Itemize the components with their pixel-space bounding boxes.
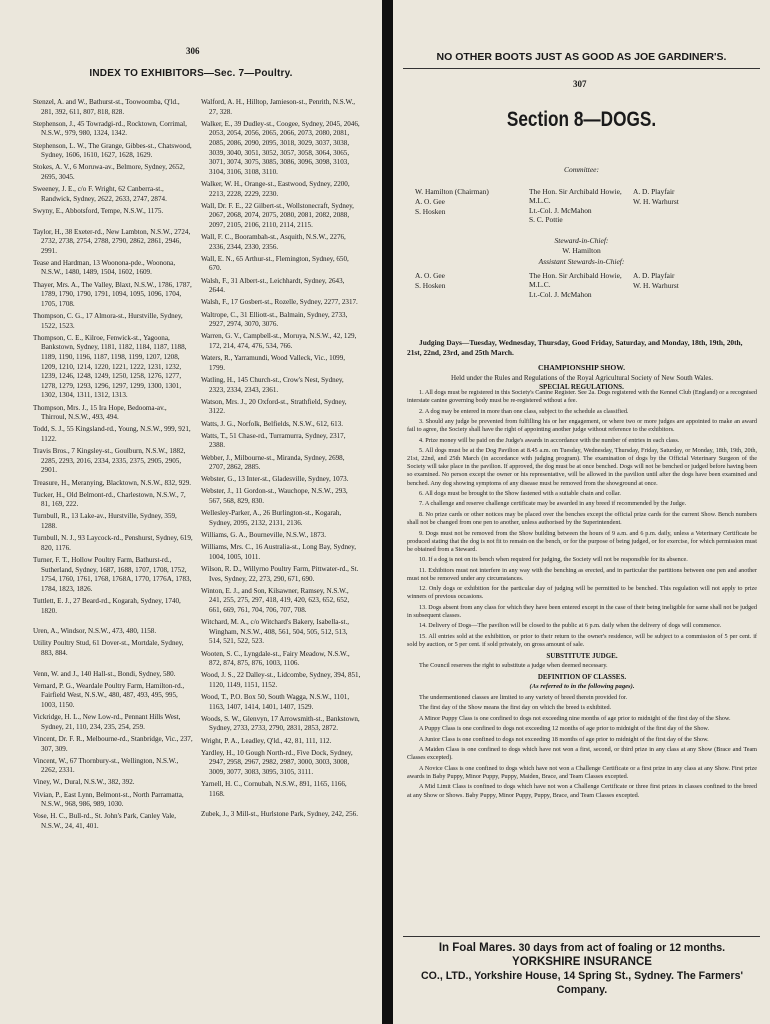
index-entry: Todd, S. J., 55 Kingsland-rd., Young, N.S.W., 999, 921, 1122. bbox=[33, 425, 191, 443]
ad-days: 30 days from act of foaling or 12 months. bbox=[518, 942, 726, 954]
committee-member: W. H. Warhurst bbox=[633, 197, 679, 207]
index-entry: Stephenson, L. W., The Grange, Gibbes-st., Chatswood, Sydney, 1606, 1610, 1627, 1628, 1629. bbox=[33, 141, 192, 160]
index-entry: Vincent, Dr. F. R., Melbourne-rd., Stanbridge, Vic., 237, 307, 309. bbox=[33, 734, 193, 753]
index-entry: Wall, E. N., 65 Arthur-st., Flemington, Sydney, 650, 670. bbox=[201, 254, 349, 273]
index-entry: Watts, T., 51 Chase-rd., Turramurra, Sydney, 2317, 2388. bbox=[201, 431, 346, 450]
regulations-body bbox=[407, 389, 757, 802]
index-entry: Webster, G., 13 Inter-st., Gladesville, Sydney, 1073. bbox=[201, 475, 349, 484]
regulation-item: 14. Delivery of Dogs—The pavilion will be closed to the public at 6 p.m. daily when the delivery of dogs will commence. bbox=[419, 622, 722, 630]
index-entry: Wall, F. C., Boorambah-st., Asquith, N.S.W., 2276, 2336, 2344, 2330, 2356. bbox=[201, 233, 346, 251]
championship-heading: CHAMPIONSHIP SHOW. bbox=[537, 363, 626, 372]
index-entry: Yardley, H., 10 Gough North-rd., Five Dock, Sydney, 2947, 2958, 2967, 2982, 2987, 3000, 3003, 3008, 3009, 3077, 3083, 3095, 3105, 3111. bbox=[201, 748, 353, 777]
index-entry: Tease and Hardman, 13 Woonona-pde., Woonona, N.S.W., 1480, 1489, 1504, 1602, 1609. bbox=[33, 258, 176, 277]
steward-member: S. Hosken bbox=[415, 281, 446, 291]
index-entry: Travis Bros., 7 Kingsley-st., Goulburn, N.S.W., 1882, 2285, 2293, 2016, 2334, 2335, 2375, 2905, 2905, 2901. bbox=[33, 447, 186, 475]
index-entry: Tuttlett, E. J., 27 Beard-rd., Kogarah, Sydney, 1740, 1820. bbox=[33, 597, 181, 615]
index-entry: Thompson, C. E., Kilroe, Fenwick-st., Yagoona, Bankstown, Sydney, 1181, 1182, 1184, 1187, 1188, 1189, 1190, 1196, 1187, 1198, 1199, 1207, 1208, 1209, 1210, 1214, 1220, 1221, 1222, 1231, 1232, 1239, 1246, 1248, 1249, 1250, 1258, 1276, 1277, 1278, 1279, 1293, 1296, 1297, 1299, 1300, 1301, 1302, 1304, 1311, 1312, 1313. bbox=[33, 333, 187, 400]
class-definition: A Minor Puppy Class is one confined to dogs not exceeding nine months of age prior to midnight of the first day of the Show. bbox=[419, 714, 731, 722]
ad-rule bbox=[403, 936, 760, 937]
committee-member: W. Hamilton (Chairman) bbox=[415, 187, 489, 196]
committee-member: Lt.-Col. J. McMahon bbox=[529, 205, 592, 215]
index-entry: Wooten, S. C., Lyngdale-st., Fairy Meadow, N.S.W., 872, 874, 875, 876, 1003, 1106. bbox=[201, 649, 350, 668]
index-entry: Watts, J. G., Norfolk, Belfields, N.S.W., 612, 613. bbox=[201, 419, 344, 428]
committee-left bbox=[415, 187, 489, 218]
index-entry: Webber, J., Milbourne-st., Miranda, Sydney, 2698, 2707, 2862, 2885. bbox=[201, 453, 345, 472]
index-entry: Walker, E., 39 Dudley-st., Coogee, Sydney, 2045, 2046, 2053, 2054, 2056, 2065, 2066, 2073, 2080, 2081, 2085, 2086, 2090, 2095, 3018, 3029, 3037, 3038, 3039, 3040, 3051, 3052, 3057, 3058, 3064, 3065, 3071, 3074, 3075, 3085, 3086, 3096, 3098, 3103, 3104, 3106, 3108, 3110. bbox=[201, 119, 360, 176]
index-entry: Vincent, W., 67 Thornbury-st., Wellington, N.S.W., 2262, 2331. bbox=[33, 756, 179, 775]
class-definition: A Maiden Class is one confined to dogs which have not won a first, second, or third prize in any class at any Show (Brace and Team Classes excepted). bbox=[407, 746, 757, 762]
regulation-item: 5. All dogs must be at the Dog Pavilion at 8.45 a.m. on Tuesday, Wednesday, Thursday, Friday, Saturday, or Monday, 18th, 19th, 20th, 21st, 22nd, and 25th March (in accordance with judging program). The examination of dogs by the Official Veterinary Surgeon of the Society will take place in the pavilion. If approved, the dog must be at once benched. Dogs will not be benched or judged before having been so examined. No person except the owner or his representative, will be allowed in the pavilion until after the dogs have been examined and benched. Any dog showing symptoms of any disease must be removed from the showground at once. bbox=[407, 447, 757, 487]
left-page bbox=[0, 0, 382, 1024]
special-regulations-heading: SPECIAL REGULATIONS. bbox=[539, 383, 624, 391]
right-page bbox=[393, 0, 770, 1024]
class-definition: The undermentioned classes are limited to any variety of breed therein provided for. bbox=[419, 693, 628, 701]
index-entry: Thayer, Mrs. A., The Valley, Blaxt, N.S.W., 1786, 1787, 1789, 1790, 1790, 1791, 1094, 1095, 1096, 1704, 1705, 1708. bbox=[33, 280, 192, 308]
index-entry: Turnbull, R., 13 Lake-av., Hurstville, Sydney, 359, 1288. bbox=[33, 512, 177, 531]
committee-member: A. O. Gee bbox=[415, 197, 445, 207]
ad-company: YORKSHIRE INSURANCE bbox=[512, 956, 652, 968]
index-entry: Watson, Mrs. J., 20 Oxford-st., Strathfield, Sydney, 3122. bbox=[201, 397, 347, 416]
index-entry: Walsh, F., 31 Albert-st., Leichhardt, Sydney, 2643, 2644. bbox=[201, 276, 345, 295]
steward-member: The Hon. Sir Archibald Howie, M.L.C. bbox=[529, 271, 622, 290]
index-entry: Vose, H. C., Bull-rd., St. John's Park, Canley Vale, N.S.W., 24, 41, 401. bbox=[33, 812, 177, 831]
class-definition: A Puppy Class is one confined to dogs not exceeding 12 months of age prior to midnight of the first day of the Show. bbox=[419, 725, 710, 733]
held-under: Held under the Rules and Regulations of the Royal Agricultural Society of New South Wales. bbox=[451, 374, 713, 382]
regulation-item: 15. All entries sold at the exhibition, or prior to their return to the owner's residence, will be subject to a commission of 5 per cent. if sold by auction, or 5 per cent. if sold privately, on gross amount of sale. bbox=[407, 632, 757, 648]
index-entry: Stephenson, J., 45 Towradgi-rd., Rocktown, Corrimal, N.S.W., 979, 980, 1324, 1342. bbox=[33, 119, 187, 138]
index-entry: Venn, W. and J., 140 Hall-st., Bondi, Sydney, 580. bbox=[33, 669, 176, 678]
regulation-item: 10. If a dog is not on its bench when required for judging, the Society will not be responsible for its absence. bbox=[419, 556, 688, 564]
index-entry: Taylor, H., 38 Exeter-rd., New Lambton, N.S.W., 2724, 2732, 2738, 2754, 2788, 2790, 2862, 2861, 2946, 2991. bbox=[33, 227, 191, 255]
index-entry: Walker, W. H., Orange-st., Eastwood, Sydney, 2200, 2213, 2228, 2229, 2230. bbox=[201, 179, 350, 198]
index-entry: Vivian, P., East Lynn, Belmont-st., North Parramatta, N.S.W., 968, 986, 989, 1030. bbox=[33, 790, 184, 809]
index-column-1 bbox=[33, 98, 193, 834]
index-entry: Williams, Mrs. C., 16 Australia-st., Long Bay, Sydney, 1004, 1005, 1011. bbox=[201, 543, 357, 561]
index-entry: Witchard, M. A., c/o Witchard's Bakery, Isabella-st., Wingham, N.S.W., 408, 561, 504, 505, 512, 513, 514, 521, 522, 523. bbox=[201, 618, 350, 646]
index-entry: Stokes, A. V., 6 Moruwa-av., Belmore, Sydney, 2652, 2695, 3045. bbox=[33, 163, 185, 181]
regulation-item: 6. All dogs must be brought to the Show fastened with a suitable chain and collar. bbox=[419, 489, 621, 497]
index-entry: Wilson, R. D., Willyrno Poultry Farm, Pittwater-rd., St. Ives, Sydney, 22, 273, 290, 671, 690. bbox=[201, 565, 359, 583]
index-entry: Zubek, J., 3 Mill-st., Hurlstone Park, Sydney, 242, 256. bbox=[201, 810, 358, 819]
steward-member: A. O. Gee bbox=[415, 271, 445, 280]
definition-heading: DEFINITION OF CLASSES. bbox=[537, 673, 627, 682]
assistant-right bbox=[633, 271, 679, 291]
assistant-stewards-label: Assistant Stewards-in-Chief: bbox=[538, 257, 625, 266]
committee-member: A. D. Playfair bbox=[633, 187, 675, 196]
regulation-item: 1. All dogs must be registered in this Society's Canine Register. See 2a. Dogs registered with the Kennel Club (England) or a recognised interstate canine governing body must be re-registered without a fee. bbox=[407, 389, 757, 405]
committee-member: The Hon. Sir Archibald Howie, M.L.C. bbox=[529, 187, 622, 206]
index-entry: Wellesley-Parker, A., 26 Burlington-st., Kogarah, Sydney, 2095, 2132, 2131, 2136. bbox=[201, 509, 342, 527]
index-entry: Thompson, Mrs. J., 15 Ira Hope, Bedooma-av., Thirroul, N.S.W., 493, 494. bbox=[33, 403, 167, 422]
index-entry: Uren, A., Windsor, N.S.W., 473, 480, 1158. bbox=[33, 627, 157, 636]
index-entry: Tucker, H., Old Belmont-rd., Charlestown, N.S.W., 7, 81, 169, 222. bbox=[33, 490, 186, 509]
index-entry: Treasure, H., Meranying, Blacktown, N.S.W., 832, 929. bbox=[33, 478, 192, 487]
index-entry: Stenzel, A. and W., Bathurst-st., Toowoomba, Q'ld., 281, 392, 611, 807, 818, 828. bbox=[33, 98, 180, 116]
steward-member: Lt.-Col. J. McMahon bbox=[529, 289, 592, 299]
header-rule bbox=[403, 68, 760, 69]
definition-reference: (As referred to in the following pages). bbox=[529, 683, 635, 691]
index-entry: Webster, J., 11 Gordon-st., Wauchope, N.S.W., 293, 567, 568, 829, 830. bbox=[201, 487, 348, 506]
left-page-number: 306 bbox=[186, 46, 200, 56]
index-entry: Warren, G. V., Campbell-st., Moruya, N.S.W., 42, 129, 172, 214, 474, 476, 534, 766. bbox=[201, 332, 357, 350]
index-entry: Wood, T., P.O. Box 50, South Wagga, N.S.W., 1101, 1163, 1407, 1414, 1401, 1407, 1529. bbox=[201, 693, 350, 711]
committee-label: Committee: bbox=[564, 165, 599, 174]
regulation-item: 12. Only dogs or exhibition for the particular day of judging will be permitted to be benched. This regulation will not apply to prize winners of previous occasions. bbox=[407, 585, 757, 601]
ad-address: CO., LTD., Yorkshire House, 14 Spring St., Sydney. The Farmers' Company. bbox=[421, 970, 743, 996]
regulation-item: 2. A dog may be entered in more than one class, subject to the schedule as classified. bbox=[419, 407, 629, 415]
committee-mid bbox=[529, 187, 631, 225]
advert-header: NO OTHER BOOTS JUST AS GOOD AS JOE GARDINER'S. bbox=[436, 51, 727, 63]
index-entry: Winton, E. J., and Son, Kilsawner, Ramsey, N.S.W., 241, 255, 275, 297, 418, 419, 420, 623, 652, 652, 661, 669, 761, 704, 706, 707, 708. bbox=[201, 586, 350, 614]
assistant-mid bbox=[529, 271, 631, 299]
index-entry: Turnbull, N. J., 93 Laycock-rd., Penshurst, Sydney, 619, 820, 1176. bbox=[33, 534, 193, 552]
committee-right bbox=[633, 187, 679, 207]
class-definition: A Novice Class is one confined to dogs which have not won a Challenge Certificate or a first prize in any class at any Show. First prize awards in Baby Puppy, Minor Puppy, Puppy, Maiden, Brace, and Team Classes excepted. bbox=[407, 764, 757, 780]
index-entry: Sweeney, J. E., c/o F. Wright, 62 Canberra-st., Randwick, Sydney, 2622, 2633, 2747, 2874. bbox=[33, 185, 167, 203]
committee-member: S. C. Pottie bbox=[529, 215, 563, 225]
index-entry: Wood, J. S., 22 Dalley-st., Lidcombe, Sydney, 394, 851, 1120, 1149, 1151, 1152. bbox=[201, 671, 361, 689]
steward-member: A. D. Playfair bbox=[633, 271, 675, 280]
regulation-item: 13. Dogs absent from any class for which they have been entered except in the case of their being ineligible for same shall not be judged in subsequent classes. bbox=[407, 603, 757, 619]
index-entry: Woods, S. W., Glenvyn, 17 Arrowsmith-st., Bankstown, Sydney, 2733, 2733, 2790, 2831, 2853, 2872. bbox=[201, 714, 360, 733]
index-entry: Swyny, E., Abbotsford, Tempe, N.S.W., 1175. bbox=[33, 206, 164, 215]
index-entry: Vernard, P. G., Weardale Poultry Farm, Hamilton-rd., Fairfield West, N.S.W., 480, 487, 493, 495, 995, 1003, 1150. bbox=[33, 681, 185, 709]
insurance-advert bbox=[407, 941, 757, 997]
index-entry: Wright, P. A., Leadley, Q'ld., 42, 81, 111, 112. bbox=[201, 736, 332, 745]
class-definition: A Junior Class is one confined to dogs not exceeding 18 months of age prior to midnight of the first day of the Show. bbox=[419, 735, 709, 743]
substitute-judge-text: The Council reserves the right to substitute a judge when deemed necessary. bbox=[419, 662, 608, 670]
index-entry: Utility Poultry Stud, 61 Dover-st., Mortdale, Sydney, 883, 884. bbox=[33, 639, 184, 657]
index-entry: Walford, A. H., Hilltop, Jamieson-st., Penrith, N.S.W., 27, 328. bbox=[201, 98, 356, 116]
index-entry: Viney, W., Dural, N.S.W., 382, 392. bbox=[33, 778, 135, 787]
index-entry: Vickridge, H. L., New Low-rd., Pennant Hills West, Sydney, 21, 110, 234, 235, 254, 259. bbox=[33, 713, 181, 731]
regulation-item: 9. Dogs must not be removed from the Show building between the hours of 9 a.m. and 6 p.m. daily, unless a Veterinary Certificate be produced stating that the dog is not fit to remain on the bench, or for the purpose of being judged, or for exercise, for which permission must be obtained from a Steward. bbox=[407, 529, 757, 553]
index-entry: Walsh, F., 17 Gosbert-st., Rozelle, Sydney, 2277, 2317. bbox=[201, 298, 358, 307]
regulation-item: 8. No prize cards or other notices may be placed over the benches except the official prize cards for the current Show. Bench numbers shall not be changed from one pen to another, unless authorised by the Superintendent. bbox=[407, 510, 757, 527]
committee-member: S. Hosken bbox=[415, 207, 446, 217]
class-definition: The first day of the Show means the first day on which the breed is exhibited. bbox=[419, 704, 612, 712]
regulation-item: 4. Prize money will be paid on the Judge's awards in accordance with the number of entries in each class. bbox=[419, 436, 680, 444]
substitute-judge-heading: SUBSTITUTE JUDGE. bbox=[546, 652, 618, 661]
ad-foal: In Foal Mares. bbox=[438, 942, 516, 954]
index-entry: Waltrope, C., 31 Elliott-st., Balmain, Sydney, 2733, 2927, 2974, 3070, 3076. bbox=[201, 310, 348, 329]
index-entry: Thompson, C. G., 17 Almora-st., Hurstville, Sydney, 1522, 1523. bbox=[33, 312, 183, 330]
steward-chief-label: Steward-in-Chief: bbox=[554, 236, 609, 245]
regulation-item: 7. A challenge and reserve challenge certificate may be awarded in any breed if recommended by the Judge. bbox=[419, 500, 687, 508]
index-entry: Yarnell, H. C., Cornubah, N.S.W., 891, 1165, 1166, 1168. bbox=[201, 780, 347, 798]
right-page-number: 307 bbox=[573, 79, 587, 89]
index-entry: Waters, R., Yarramundi, Wood Valleck, Vic., 1099, 1799. bbox=[201, 354, 346, 372]
index-entry: Watling, H., 145 Church-st., Crow's Nest, Sydney, 2323, 2334, 2343, 2361. bbox=[201, 375, 344, 394]
regulation-item: 11. Exhibitors must not interfere in any way with the benching as erected, and in particular the partitions between one pen and another must not be removed under any circumstances. bbox=[407, 566, 757, 582]
index-entry: Turner, F. T., Hollow Poultry Farm, Bathurst-rd., Sutherland, Sydney, 1687, 1688, 1707, 1708, 1752, 1754, 1760, 1761, 1768, 1768A, 1770, 1776A, 1783, 1784, 1823, 1826. bbox=[33, 556, 192, 593]
regulation-item: 3. Should any judge be prevented from fulfilling his or her engagement, or where two or more judges are appointed to make an award fail to agree, the Society shall have the right of appointing another judge without reference to the exhibitors. bbox=[407, 418, 757, 434]
assistant-left bbox=[415, 271, 445, 291]
steward-member: W. H. Warhurst bbox=[633, 281, 679, 291]
class-definition: A Mid Limit Class is confined to dogs which have not won a Challenge Certificate or three first prizes in classes confined to the breed at any Show or Shows. Baby Puppy, Minor Puppy, Puppy, Brace, and Team Classes excepted. bbox=[407, 783, 757, 799]
index-header: INDEX TO EXHIBITORS—Sec. 7—Poultry. bbox=[89, 68, 293, 79]
index-column-2 bbox=[201, 98, 361, 823]
section-title: Section 8—DOGS. bbox=[506, 108, 657, 131]
judging-days: Judging Days—Tuesday, Wednesday, Thursday, Good Friday, Saturday, and Monday, 18th, 19th, 20th, 21st, 22nd, 23rd, and 25th March. bbox=[407, 338, 743, 357]
steward-chief: W. Hamilton bbox=[562, 246, 601, 255]
index-entry: Williams, G. A., Bourneville, N.S.W., 1873. bbox=[201, 531, 326, 540]
index-entry: Wall, Dr. F. E., 22 Gilbert-st., Wollstonecraft, Sydney, 2067, 2068, 2074, 2075, 2080, 2081, 2082, 2088, 2097, 2105, 2106, 2110, 2114, 2115. bbox=[201, 201, 354, 229]
